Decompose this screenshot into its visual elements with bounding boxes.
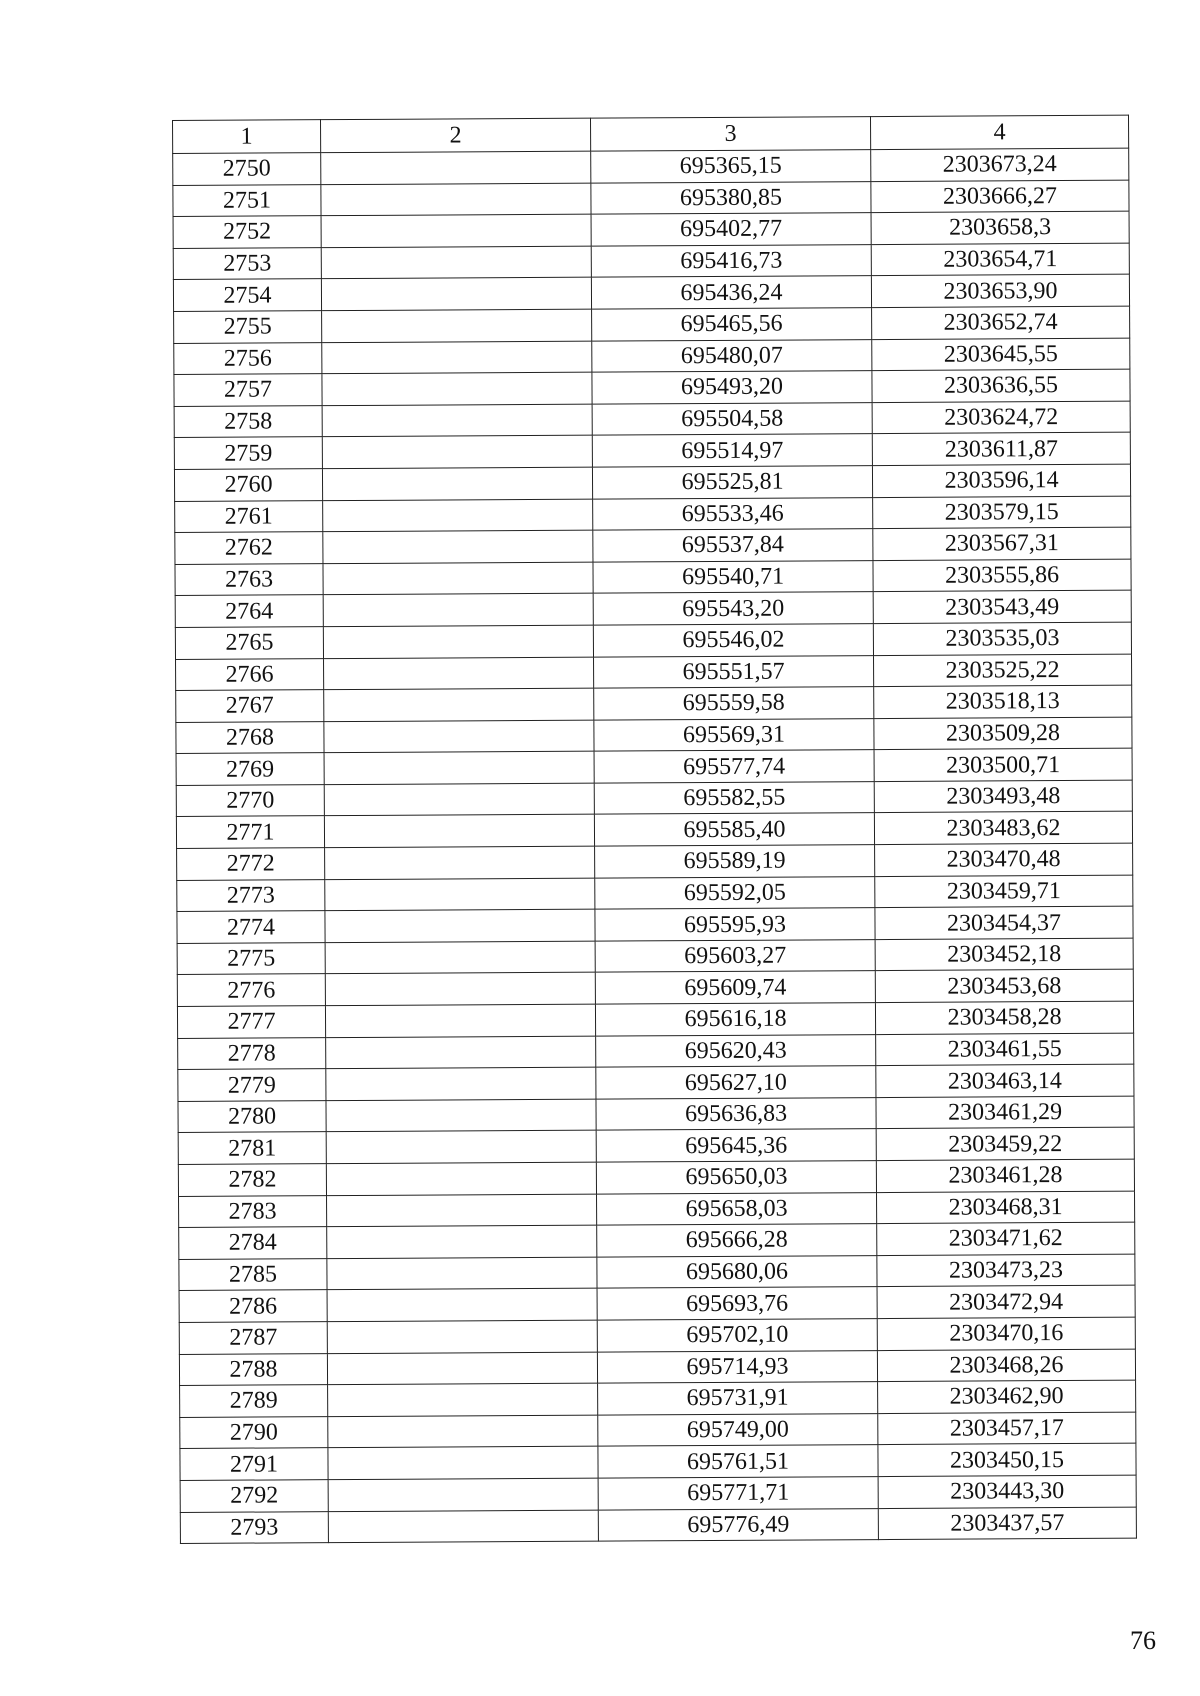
- table-row: [173, 275, 1129, 312]
- coordinate-y-cell: 2303666,27: [871, 180, 1129, 213]
- coordinate-x-cell: 695761,51: [598, 1445, 878, 1478]
- coordinate-x-cell: 695525,81: [592, 466, 872, 499]
- table-row: [179, 1349, 1135, 1386]
- point-number-cell: 2761: [175, 500, 323, 532]
- point-number-cell: 2783: [179, 1195, 327, 1227]
- point-number-cell: 2788: [179, 1353, 327, 1385]
- description-cell: [321, 183, 591, 216]
- point-number-cell: 2786: [179, 1290, 327, 1322]
- coordinate-x-cell: 695645,36: [596, 1129, 876, 1162]
- table-row: [178, 1128, 1134, 1165]
- table-row: [178, 1096, 1134, 1133]
- coordinate-x-cell: 695480,07: [592, 339, 872, 372]
- column-header-4: 4: [870, 115, 1128, 149]
- table-header-row: [173, 115, 1129, 153]
- coordinate-y-cell: 2303461,28: [876, 1159, 1134, 1192]
- table-row: [174, 306, 1130, 343]
- coordinate-y-cell: 2303658,3: [871, 211, 1129, 244]
- description-cell: [328, 1446, 598, 1479]
- table-row: [174, 401, 1130, 438]
- coordinate-x-cell: 695714,93: [597, 1350, 877, 1383]
- point-number-cell: 2759: [174, 437, 322, 469]
- table-row: [178, 1033, 1134, 1070]
- point-number-cell: 2769: [176, 753, 324, 785]
- coordinate-y-cell: 2303453,68: [875, 970, 1133, 1003]
- table-row: [176, 685, 1132, 722]
- table-row: [180, 1475, 1136, 1512]
- description-cell: [325, 878, 595, 911]
- point-number-cell: 2782: [178, 1164, 326, 1196]
- coordinate-x-cell: 695658,03: [597, 1192, 877, 1225]
- coordinate-y-cell: 2303463,14: [876, 1064, 1134, 1097]
- table-row: [177, 938, 1133, 975]
- point-number-cell: 2760: [174, 469, 322, 501]
- coordinate-y-cell: 2303509,28: [874, 717, 1132, 750]
- coordinate-x-cell: 695616,18: [595, 1003, 875, 1036]
- coordinate-x-cell: 695585,40: [594, 813, 874, 846]
- description-cell: [326, 1036, 596, 1069]
- coordinate-x-cell: 695636,83: [596, 1097, 876, 1130]
- description-cell: [322, 309, 592, 342]
- description-cell: [327, 1352, 597, 1385]
- coordinate-y-cell: 2303500,71: [874, 748, 1132, 781]
- description-cell: [322, 436, 592, 469]
- point-number-cell: 2789: [180, 1385, 328, 1417]
- point-number-cell: 2777: [177, 1006, 325, 1038]
- description-cell: [326, 1099, 596, 1132]
- description-cell: [324, 751, 594, 784]
- table-row: [174, 369, 1130, 406]
- description-cell: [322, 372, 592, 405]
- coordinate-y-cell: 2303443,30: [878, 1475, 1136, 1508]
- description-cell: [323, 562, 593, 595]
- column-header-3: 3: [590, 117, 870, 152]
- coordinate-x-cell: 695627,10: [596, 1066, 876, 1099]
- coordinate-x-cell: 695731,91: [598, 1382, 878, 1415]
- column-header-2: 2: [321, 118, 591, 153]
- table-row: [176, 654, 1132, 691]
- table-row: [180, 1380, 1136, 1417]
- table-row: [176, 780, 1132, 817]
- table-row: [173, 180, 1129, 217]
- coordinate-x-cell: 695771,71: [598, 1477, 878, 1510]
- description-cell: [324, 783, 594, 816]
- point-number-cell: 2768: [176, 721, 324, 753]
- page-number: 76: [1130, 1626, 1156, 1655]
- table-row: [179, 1191, 1135, 1228]
- table-row: [175, 559, 1131, 596]
- description-cell: [322, 341, 592, 374]
- table-row: [179, 1317, 1135, 1354]
- coordinate-x-cell: 695595,93: [595, 908, 875, 941]
- coordinate-y-cell: 2303636,55: [872, 369, 1130, 402]
- table-row: [180, 1412, 1136, 1449]
- coordinate-y-cell: 2303437,57: [878, 1507, 1136, 1540]
- table-row: [173, 148, 1129, 185]
- table-row: [177, 875, 1133, 912]
- coordinate-x-cell: 695589,19: [595, 845, 875, 878]
- table-row: [177, 843, 1133, 880]
- description-cell: [323, 530, 593, 563]
- table-body: [173, 148, 1137, 1543]
- description-cell: [327, 1289, 597, 1322]
- description-cell: [327, 1225, 597, 1258]
- table-row: [178, 1064, 1134, 1101]
- description-cell: [322, 467, 592, 500]
- description-cell: [327, 1320, 597, 1353]
- coordinate-x-cell: 695402,77: [591, 213, 871, 246]
- point-number-cell: 2784: [179, 1227, 327, 1259]
- coordinate-y-cell: 2303567,31: [873, 527, 1131, 560]
- description-cell: [327, 1194, 597, 1227]
- coordinate-x-cell: 695465,56: [592, 308, 872, 341]
- description-cell: [321, 214, 591, 247]
- coordinate-y-cell: 2303543,49: [873, 590, 1131, 623]
- coordinates-table: [172, 115, 1137, 1544]
- point-number-cell: 2772: [177, 848, 325, 880]
- coordinate-y-cell: 2303624,72: [872, 401, 1130, 434]
- coordinate-y-cell: 2303525,22: [873, 654, 1131, 687]
- point-number-cell: 2776: [177, 974, 325, 1006]
- coordinate-y-cell: 2303452,18: [875, 938, 1133, 971]
- point-number-cell: 2752: [173, 216, 321, 248]
- table-row: [178, 1159, 1134, 1196]
- coordinate-x-cell: 695620,43: [596, 1034, 876, 1067]
- description-cell: [321, 151, 591, 184]
- coordinate-x-cell: 695533,46: [593, 497, 873, 530]
- coordinate-x-cell: 695592,05: [595, 876, 875, 909]
- table-row: [179, 1254, 1135, 1291]
- description-cell: [322, 404, 592, 437]
- coordinate-x-cell: 695551,57: [594, 655, 874, 688]
- coordinate-x-cell: 695546,02: [593, 623, 873, 656]
- coordinate-y-cell: 2303461,55: [876, 1033, 1134, 1066]
- coordinate-y-cell: 2303459,71: [875, 875, 1133, 908]
- coordinate-x-cell: 695540,71: [593, 560, 873, 593]
- point-number-cell: 2750: [173, 153, 321, 185]
- point-number-cell: 2779: [178, 1069, 326, 1101]
- coordinate-x-cell: 695504,58: [592, 402, 872, 435]
- description-cell: [321, 278, 591, 311]
- point-number-cell: 2790: [180, 1416, 328, 1448]
- description-cell: [326, 1067, 596, 1100]
- coordinate-x-cell: 695702,10: [597, 1319, 877, 1352]
- point-number-cell: 2785: [179, 1258, 327, 1290]
- description-cell: [325, 909, 595, 942]
- coordinate-y-cell: 2303645,55: [872, 338, 1130, 371]
- coordinate-y-cell: 2303555,86: [873, 559, 1131, 592]
- point-number-cell: 2774: [177, 911, 325, 943]
- point-number-cell: 2762: [175, 532, 323, 564]
- description-cell: [324, 688, 594, 721]
- coordinate-x-cell: 695609,74: [595, 971, 875, 1004]
- point-number-cell: 2763: [175, 563, 323, 595]
- coordinate-x-cell: 695582,55: [594, 781, 874, 814]
- point-number-cell: 2766: [176, 658, 324, 690]
- table-row: [175, 496, 1131, 533]
- coordinate-x-cell: 695365,15: [591, 150, 871, 183]
- table-row: [180, 1507, 1136, 1544]
- point-number-cell: 2751: [173, 184, 321, 216]
- coordinate-x-cell: 695537,84: [593, 529, 873, 562]
- coordinate-y-cell: 2303483,62: [874, 812, 1132, 845]
- coordinate-x-cell: 695436,24: [591, 276, 871, 309]
- point-number-cell: 2780: [178, 1100, 326, 1132]
- point-number-cell: 2767: [176, 690, 324, 722]
- point-number-cell: 2787: [179, 1322, 327, 1354]
- description-cell: [326, 1162, 596, 1195]
- table-row: [179, 1286, 1135, 1323]
- coordinate-y-cell: 2303654,71: [871, 243, 1129, 276]
- description-cell: [328, 1510, 598, 1543]
- table-row: [175, 622, 1131, 659]
- coordinate-x-cell: 695666,28: [597, 1224, 877, 1257]
- description-cell: [327, 1257, 597, 1290]
- coordinate-y-cell: 2303468,26: [877, 1349, 1135, 1382]
- point-number-cell: 2757: [174, 374, 322, 406]
- point-number-cell: 2758: [174, 405, 322, 437]
- point-number-cell: 2755: [174, 311, 322, 343]
- point-number-cell: 2781: [178, 1132, 326, 1164]
- table-row: [177, 970, 1133, 1007]
- coordinate-x-cell: 695559,58: [594, 687, 874, 720]
- coordinate-y-cell: 2303473,23: [877, 1254, 1135, 1287]
- description-cell: [325, 1004, 595, 1037]
- coordinate-y-cell: 2303493,48: [874, 780, 1132, 813]
- coordinate-y-cell: 2303579,15: [873, 496, 1131, 529]
- table-row: [177, 906, 1133, 943]
- point-number-cell: 2773: [177, 879, 325, 911]
- coordinate-y-cell: 2303459,22: [876, 1128, 1134, 1161]
- point-number-cell: 2775: [177, 943, 325, 975]
- description-cell: [323, 593, 593, 626]
- coordinate-y-cell: 2303470,16: [877, 1317, 1135, 1350]
- point-number-cell: 2754: [173, 279, 321, 311]
- coordinate-y-cell: 2303461,29: [876, 1096, 1134, 1129]
- description-cell: [328, 1415, 598, 1448]
- table-row: [173, 243, 1129, 280]
- point-number-cell: 2793: [180, 1511, 328, 1543]
- point-number-cell: 2792: [180, 1480, 328, 1512]
- table-row: [174, 432, 1130, 469]
- description-cell: [324, 815, 594, 848]
- coordinate-y-cell: 2303518,13: [874, 685, 1132, 718]
- coordinate-y-cell: 2303673,24: [871, 148, 1129, 181]
- coordinate-y-cell: 2303470,48: [875, 843, 1133, 876]
- coordinate-y-cell: 2303468,31: [876, 1191, 1134, 1224]
- coordinate-x-cell: 695650,03: [596, 1161, 876, 1194]
- coordinate-y-cell: 2303652,74: [872, 306, 1130, 339]
- point-number-cell: 2765: [175, 627, 323, 659]
- description-cell: [328, 1383, 598, 1416]
- coordinate-x-cell: 695514,97: [592, 434, 872, 467]
- description-cell: [325, 846, 595, 879]
- coordinate-y-cell: 2303457,17: [878, 1412, 1136, 1445]
- coordinate-x-cell: 695416,73: [591, 244, 871, 277]
- coordinate-y-cell: 2303454,37: [875, 906, 1133, 939]
- coordinate-x-cell: 695380,85: [591, 181, 871, 214]
- table-row: [174, 464, 1130, 501]
- point-number-cell: 2756: [174, 342, 322, 374]
- table-row: [176, 717, 1132, 754]
- table-row: [180, 1443, 1136, 1480]
- coordinate-y-cell: 2303611,87: [872, 432, 1130, 465]
- coordinate-x-cell: 695749,00: [598, 1413, 878, 1446]
- table-row: [176, 748, 1132, 785]
- point-number-cell: 2753: [173, 247, 321, 279]
- table-row: [175, 590, 1131, 627]
- coordinate-y-cell: 2303653,90: [871, 275, 1129, 308]
- point-number-cell: 2764: [175, 595, 323, 627]
- coordinate-x-cell: 695577,74: [594, 750, 874, 783]
- table-row: [179, 1222, 1135, 1259]
- point-number-cell: 2791: [180, 1448, 328, 1480]
- coordinate-x-cell: 695776,49: [598, 1508, 878, 1541]
- description-cell: [324, 657, 594, 690]
- description-cell: [323, 499, 593, 532]
- coordinate-x-cell: 695569,31: [594, 718, 874, 751]
- table-row: [176, 812, 1132, 849]
- coordinate-y-cell: 2303450,15: [878, 1443, 1136, 1476]
- description-cell: [323, 625, 593, 658]
- table-row: [177, 1001, 1133, 1038]
- column-header-1: 1: [173, 120, 321, 154]
- table-row: [173, 211, 1129, 248]
- table-row: [174, 338, 1130, 375]
- coordinate-y-cell: 2303471,62: [877, 1222, 1135, 1255]
- coordinate-y-cell: 2303462,90: [878, 1380, 1136, 1413]
- coordinate-x-cell: 695603,27: [595, 939, 875, 972]
- description-cell: [325, 973, 595, 1006]
- point-number-cell: 2778: [178, 1037, 326, 1069]
- coordinate-y-cell: 2303458,28: [875, 1001, 1133, 1034]
- point-number-cell: 2770: [176, 785, 324, 817]
- table-row: [175, 527, 1131, 564]
- coordinate-y-cell: 2303596,14: [872, 464, 1130, 497]
- coordinate-x-cell: 695493,20: [592, 371, 872, 404]
- coordinate-y-cell: 2303535,03: [873, 622, 1131, 655]
- description-cell: [325, 941, 595, 974]
- description-cell: [328, 1478, 598, 1511]
- coordinate-x-cell: 695693,76: [597, 1287, 877, 1320]
- coordinate-x-cell: 695543,20: [593, 592, 873, 625]
- coordinate-x-cell: 695680,06: [597, 1255, 877, 1288]
- description-cell: [326, 1131, 596, 1164]
- point-number-cell: 2771: [176, 816, 324, 848]
- coordinate-y-cell: 2303472,94: [877, 1286, 1135, 1319]
- description-cell: [324, 720, 594, 753]
- description-cell: [321, 246, 591, 279]
